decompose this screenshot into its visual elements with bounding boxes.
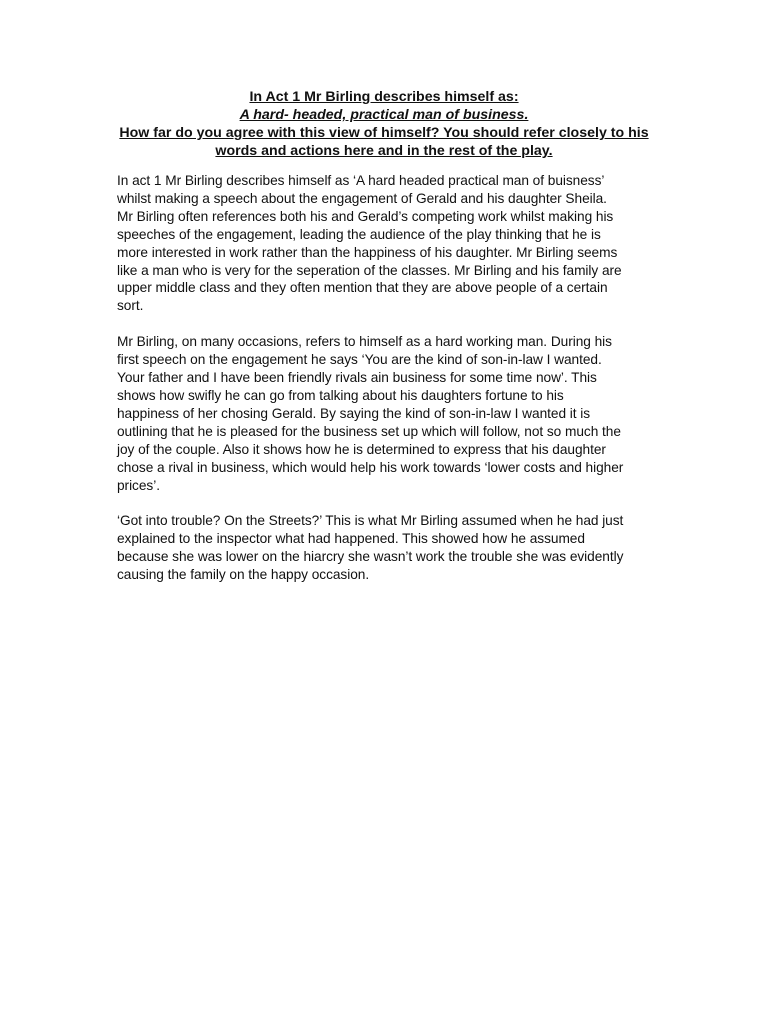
paragraph-line: whilst making a speech about the engagement of Gerald and his daughter Sheila.: [117, 190, 607, 206]
heading-line-1: In Act 1 Mr Birling describes himself as:: [249, 89, 519, 105]
paragraph-line: ‘Got into trouble? On the Streets?’ This is what Mr Birling assumed when he had just: [117, 513, 624, 529]
paragraph-line: shows how swifly he can go from talking about his daughters fortune to his: [117, 387, 564, 403]
paragraph-line: outlining that he is pleased for the business set up which will follow, not so much the: [117, 423, 621, 439]
paragraph-line: prices’.: [117, 477, 160, 493]
paragraph-line: causing the family on the happy occasion.: [117, 567, 370, 583]
paragraph-line: first speech on the engagement he says ‘You are the kind of son-in-law I wanted.: [117, 352, 602, 368]
paragraph-line: speeches of the engagement, leading the audience of the play thinking that he is: [117, 226, 601, 242]
paragraph-1: [117, 172, 659, 315]
paragraph-line: In act 1 Mr Birling describes himself as ‘A hard headed practical man of buisness’: [117, 173, 605, 188]
paragraph-line: like a man who is very for the seperation of the classes. Mr Birling and his family are: [117, 262, 622, 278]
paragraph-line: chose a rival in business, which would help his work towards ‘lower costs and higher: [117, 459, 624, 475]
paragraph-3: [117, 512, 659, 584]
essay-question-heading: [110, 88, 658, 160]
paragraph-2: [117, 333, 659, 494]
paragraph-line: more interested in work rather than the happiness of his daughter. Mr Birling seems: [117, 244, 618, 260]
heading-line-3: How far do you agree with this view of himself? You should refer closely to his: [119, 125, 649, 141]
paragraph-line: sort.: [117, 298, 144, 314]
essay-body: [117, 172, 659, 602]
paragraph-line: joy of the couple. Also it shows how he is determined to express that his daughter: [117, 441, 606, 457]
paragraph-line: because she was lower on the hiarcry she wasn’t work the trouble she was evidently: [117, 549, 624, 565]
heading-quote-line: A hard- headed, practical man of business.: [239, 107, 529, 123]
paragraph-line: Mr Birling, on many occasions, refers to himself as a hard working man. During his: [117, 334, 612, 350]
paragraph-line: Your father and I have been friendly rivals ain business for some time now’. This: [117, 370, 597, 386]
paragraph-line: upper middle class and they often mention that they are above people of a certain: [117, 280, 608, 296]
paragraph-line: Mr Birling often references both his and Gerald’s competing work whilst making his: [117, 208, 614, 224]
paragraph-line: happiness of her chosing Gerald. By saying the kind of son-in-law I wanted it is: [117, 405, 591, 421]
paragraph-line: explained to the inspector what had happened. This showed how he assumed: [117, 531, 585, 547]
heading-line-4: words and actions here and in the rest of the play.: [215, 143, 553, 159]
